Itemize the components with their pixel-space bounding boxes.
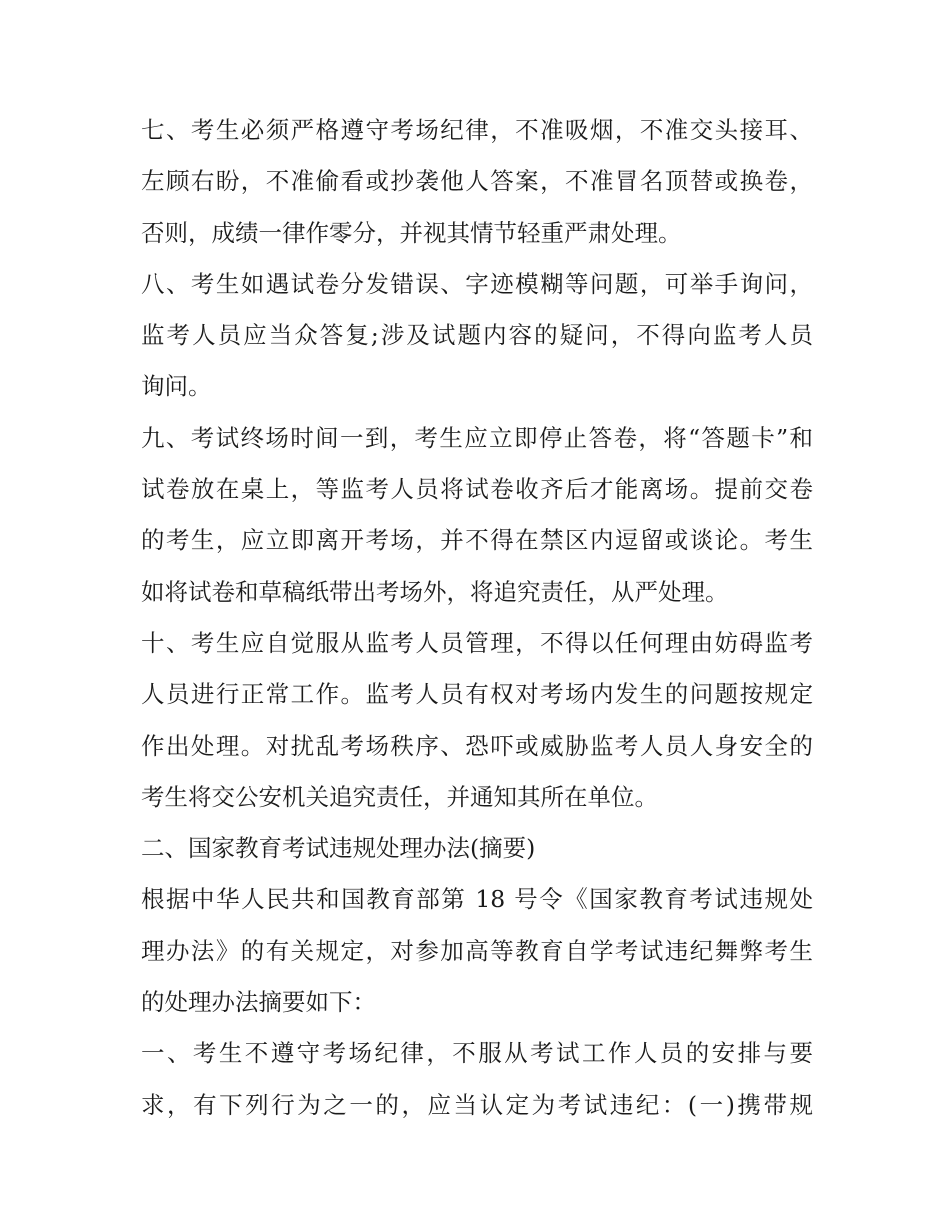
text-line: 人员进行正常工作。监考人员有权对考场内发生的问题按规定 [141, 680, 813, 709]
text-line: 一、考生不遵守考场纪律，不服从考试工作人员的安排与要 [141, 1039, 813, 1068]
text-line: 考生将交公安机关追究责任，并通知其所在单位。 [141, 782, 658, 811]
text-line: 询问。 [141, 372, 212, 401]
text-line: 的处理办法摘要如下： [141, 988, 376, 1017]
text-line: 否则，成绩一律作零分，并视其情节轻重严肃处理。 [141, 218, 682, 247]
text-line: 试卷放在桌上，等监考人员将试卷收齐后才能离场。提前交卷 [141, 475, 813, 504]
document-body [141, 110, 813, 1136]
text-line: 如将试卷和草稿纸带出考场外，将追究责任，从严处理。 [141, 577, 729, 606]
text-line: 十、考生应自觉服从监考人员管理，不得以任何理由妨碍监考 [141, 628, 813, 657]
text-line: 监考人员应当众答复;涉及试题内容的疑问，不得向监考人员 [141, 321, 813, 350]
text-line: 求，有下列行为之一的，应当认定为考试违纪：(一)携带规 [141, 1090, 813, 1119]
text-line: 根据中华人民共和国教育部第 18 号令《国家教育考试违规处 [141, 885, 813, 914]
text-line: 二、国家教育考试违规处理办法(摘要) [141, 834, 536, 863]
text-line: 左顾右盼，不准偷看或抄袭他人答案，不准冒名顶替或换卷， [141, 167, 813, 196]
text-line: 八、考生如遇试卷分发错误、字迹模糊等问题，可举手询问， [141, 269, 813, 298]
text-line: 理办法》的有关规定，对参加高等教育自学考试违纪舞弊考生 [141, 936, 813, 965]
text-line: 七、考生必须严格遵守考场纪律，不准吸烟，不准交头接耳、 [141, 116, 813, 144]
text-line: 的考生，应立即离开考场，并不得在禁区内逗留或谈论。考生 [141, 526, 813, 555]
text-line: 九、考试终场时间一到，考生应立即停止答卷，将“答题卡”和 [141, 423, 813, 452]
text-line: 作出处理。对扰乱考场秩序、恐吓或威胁监考人员人身安全的 [141, 731, 813, 760]
